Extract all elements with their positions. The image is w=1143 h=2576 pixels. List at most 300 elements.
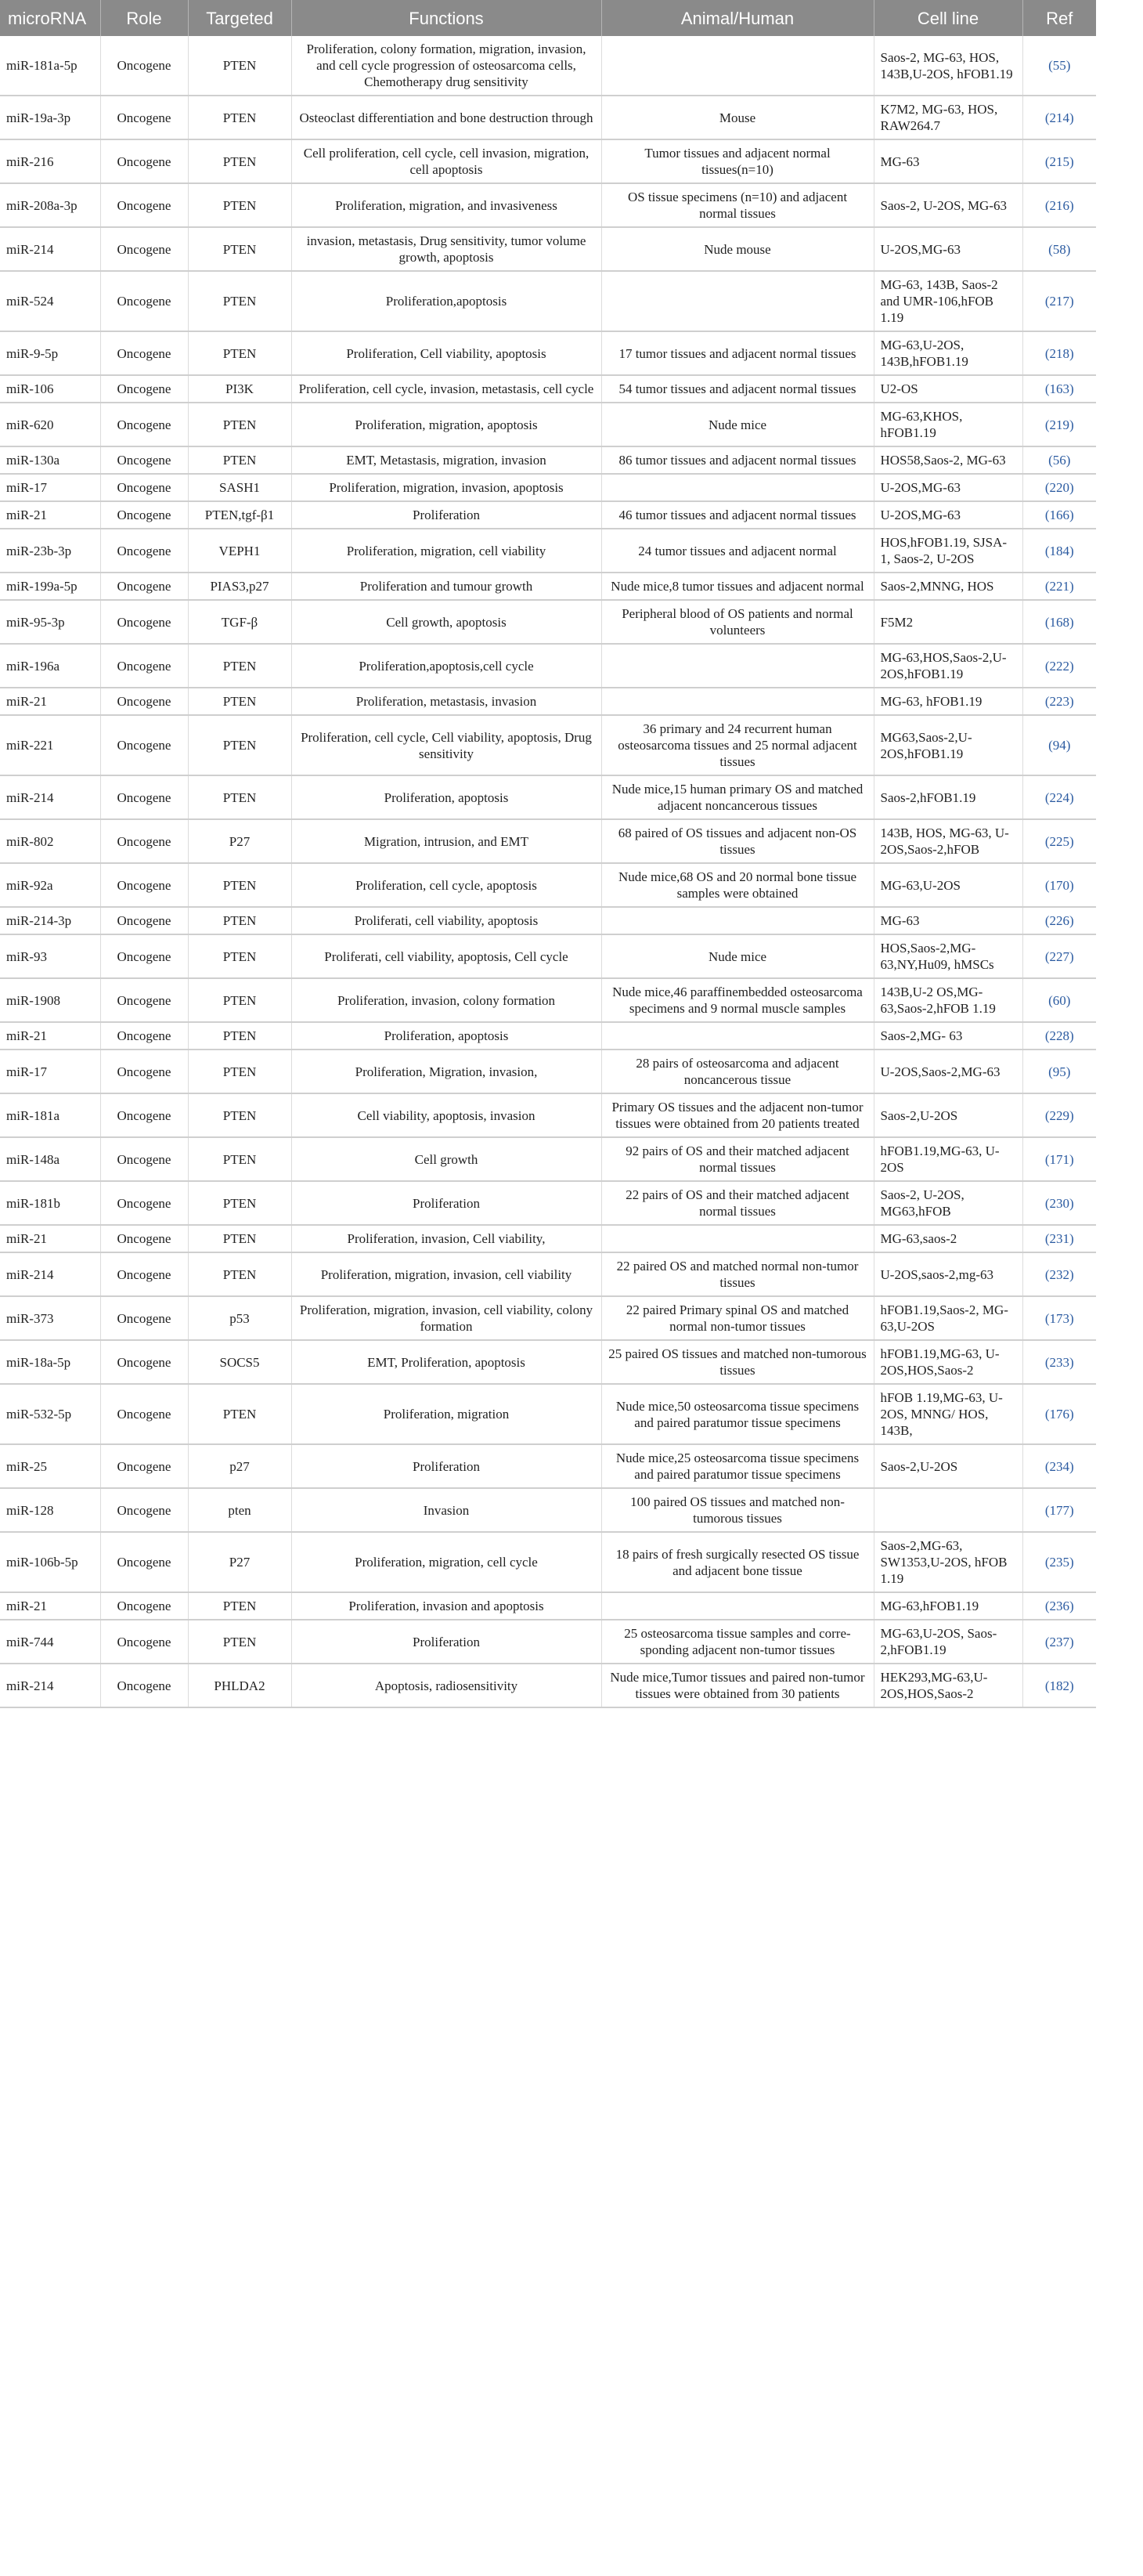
cell-targeted: PTEN — [188, 775, 291, 819]
cell-microrna: miR-23b-3p — [0, 529, 100, 573]
cell-targeted: PTEN — [188, 271, 291, 331]
cell-microrna: miR-19a-3p — [0, 96, 100, 139]
cell-animal-human: 92 pairs of OS and their matched adjacent normal tissues — [601, 1137, 874, 1181]
cell-role: Oncogene — [100, 907, 188, 934]
cell-microrna: miR-148a — [0, 1137, 100, 1181]
cell-targeted: PTEN — [188, 1620, 291, 1664]
cell-role: Oncogene — [100, 271, 188, 331]
cell-microrna: miR-17 — [0, 1050, 100, 1093]
cell-ref-link[interactable]: (216) — [1022, 183, 1096, 227]
table-row — [0, 331, 1096, 375]
cell-targeted: SASH1 — [188, 474, 291, 501]
cell-cell-line: Saos-2, U-2OS, MG-63 — [874, 183, 1022, 227]
cell-ref-link[interactable]: (228) — [1022, 1022, 1096, 1050]
cell-role: Oncogene — [100, 331, 188, 375]
table-row — [0, 403, 1096, 446]
cell-ref-link[interactable]: (231) — [1022, 1225, 1096, 1252]
header-functions: Functions — [291, 0, 601, 36]
cell-role: Oncogene — [100, 688, 188, 715]
cell-role: Oncogene — [100, 1620, 188, 1664]
cell-microrna: miR-214 — [0, 227, 100, 271]
cell-ref-link[interactable]: (214) — [1022, 96, 1096, 139]
cell-cell-line: U-2OS,Saos-2,MG-63 — [874, 1050, 1022, 1093]
cell-cell-line: HOS,hFOB1.19, SJSA-1, Saos-2, U-2OS — [874, 529, 1022, 573]
table-row — [0, 96, 1096, 139]
table-row — [0, 978, 1096, 1022]
cell-ref-link[interactable]: (94) — [1022, 715, 1096, 775]
cell-animal-human: Nude mouse — [601, 227, 874, 271]
table-row — [0, 1488, 1096, 1532]
cell-targeted: PTEN — [188, 331, 291, 375]
cell-functions: Proliferation, cell cycle, apoptosis — [291, 863, 601, 907]
cell-animal-human: 25 osteosarcoma tissue samples and corre-sponding adjacent non-tumor tissues — [601, 1620, 874, 1664]
cell-ref-link[interactable]: (236) — [1022, 1592, 1096, 1620]
table-row — [0, 688, 1096, 715]
cell-cell-line: MG-63,HOS,Saos-2,U-2OS,hFOB1.19 — [874, 644, 1022, 688]
cell-cell-line: MG-63,KHOS, hFOB1.19 — [874, 403, 1022, 446]
cell-microrna: miR-1908 — [0, 978, 100, 1022]
cell-functions: Proliferation, colony formation, migration, invasion, and cell cycle progression of osteosarcoma cells, Chemotherapy drug sensitivity — [291, 36, 601, 96]
cell-microrna: miR-106b-5p — [0, 1532, 100, 1592]
cell-ref-link[interactable]: (184) — [1022, 529, 1096, 573]
cell-microrna: miR-214 — [0, 1664, 100, 1707]
cell-functions: Proliferation, apoptosis — [291, 1022, 601, 1050]
cell-targeted: PTEN,tgf-β1 — [188, 501, 291, 529]
cell-targeted: SOCS5 — [188, 1340, 291, 1384]
cell-microrna: miR-9-5p — [0, 331, 100, 375]
cell-targeted: PTEN — [188, 36, 291, 96]
cell-cell-line: Saos-2,U-2OS — [874, 1093, 1022, 1137]
table-row — [0, 1620, 1096, 1664]
cell-animal-human: 68 paired of OS tissues and adjacent non-OS tissues — [601, 819, 874, 863]
cell-targeted: PTEN — [188, 446, 291, 474]
cell-microrna: miR-130a — [0, 446, 100, 474]
cell-cell-line: MG63,Saos-2,U-2OS,hFOB1.19 — [874, 715, 1022, 775]
table-row — [0, 1093, 1096, 1137]
cell-ref-link[interactable]: (229) — [1022, 1093, 1096, 1137]
cell-microrna: miR-106 — [0, 375, 100, 403]
cell-targeted: PTEN — [188, 1137, 291, 1181]
cell-ref-link[interactable]: (56) — [1022, 446, 1096, 474]
cell-animal-human — [601, 1225, 874, 1252]
cell-functions: Cell viability, apoptosis, invasion — [291, 1093, 601, 1137]
cell-microrna: miR-181a-5p — [0, 36, 100, 96]
cell-functions: Proliferation,apoptosis — [291, 271, 601, 331]
cell-microrna: miR-221 — [0, 715, 100, 775]
header-role: Role — [100, 0, 188, 36]
cell-role: Oncogene — [100, 1252, 188, 1296]
cell-targeted: PTEN — [188, 934, 291, 978]
cell-cell-line: hFOB1.19,Saos-2, MG-63,U-2OS — [874, 1296, 1022, 1340]
cell-functions: Proliferation — [291, 1444, 601, 1488]
cell-cell-line: K7M2, MG-63, HOS, RAW264.7 — [874, 96, 1022, 139]
cell-microrna: miR-21 — [0, 1225, 100, 1252]
table-row — [0, 446, 1096, 474]
cell-cell-line: 143B,U-2 OS,MG-63,Saos-2,hFOB 1.19 — [874, 978, 1022, 1022]
table-row — [0, 1050, 1096, 1093]
cell-cell-line: MG-63,U-2OS, Saos-2,hFOB1.19 — [874, 1620, 1022, 1664]
cell-ref-link[interactable]: (58) — [1022, 227, 1096, 271]
cell-functions: Proliferati, cell viability, apoptosis — [291, 907, 601, 934]
cell-functions: Proliferation, metastasis, invasion — [291, 688, 601, 715]
cell-ref-link[interactable]: (95) — [1022, 1050, 1096, 1093]
table-row — [0, 1532, 1096, 1592]
cell-targeted: PTEN — [188, 227, 291, 271]
cell-animal-human: 22 pairs of OS and their matched adjacent normal tissues — [601, 1181, 874, 1225]
cell-microrna: miR-92a — [0, 863, 100, 907]
cell-targeted: PI3K — [188, 375, 291, 403]
table-row — [0, 644, 1096, 688]
cell-targeted: PIAS3,p27 — [188, 573, 291, 600]
cell-animal-human: OS tissue specimens (n=10) and adjacent normal tissues — [601, 183, 874, 227]
table-row — [0, 775, 1096, 819]
cell-ref-link[interactable]: (170) — [1022, 863, 1096, 907]
table-row — [0, 863, 1096, 907]
cell-ref-link[interactable]: (176) — [1022, 1384, 1096, 1444]
cell-role: Oncogene — [100, 1296, 188, 1340]
cell-microrna: miR-373 — [0, 1296, 100, 1340]
table-row — [0, 573, 1096, 600]
cell-role: Oncogene — [100, 1444, 188, 1488]
cell-functions: Proliferation, migration, invasion, apoptosis — [291, 474, 601, 501]
cell-functions: Proliferation, invasion, Cell viability, — [291, 1225, 601, 1252]
cell-role: Oncogene — [100, 96, 188, 139]
cell-ref-link[interactable]: (163) — [1022, 375, 1096, 403]
cell-microrna: miR-21 — [0, 688, 100, 715]
cell-role: Oncogene — [100, 1225, 188, 1252]
cell-ref-link[interactable]: (227) — [1022, 934, 1096, 978]
cell-role: Oncogene — [100, 715, 188, 775]
cell-animal-human: Primary OS tissues and the adjacent non-tumor tissues were obtained from 20 patients treated — [601, 1093, 874, 1137]
cell-animal-human: Peripheral blood of OS patients and normal volunteers — [601, 600, 874, 644]
cell-microrna: miR-21 — [0, 501, 100, 529]
cell-microrna: miR-216 — [0, 139, 100, 183]
cell-cell-line: 143B, HOS, MG-63, U-2OS,Saos-2,hFOB — [874, 819, 1022, 863]
cell-animal-human: Nude mice,68 OS and 20 normal bone tissue samples were obtained — [601, 863, 874, 907]
cell-functions: Proliferation, Migration, invasion, — [291, 1050, 601, 1093]
cell-ref-link[interactable]: (224) — [1022, 775, 1096, 819]
cell-cell-line: MG-63, hFOB1.19 — [874, 688, 1022, 715]
cell-cell-line: hFOB1.19,MG-63, U-2OS,HOS,Saos-2 — [874, 1340, 1022, 1384]
cell-functions: Proliferation — [291, 1181, 601, 1225]
cell-role: Oncogene — [100, 474, 188, 501]
cell-animal-human: Nude mice,8 tumor tissues and adjacent normal — [601, 573, 874, 600]
cell-animal-human: Nude mice,15 human primary OS and matched adjacent noncancerous tissues — [601, 775, 874, 819]
cell-targeted: PTEN — [188, 1181, 291, 1225]
table-row — [0, 1181, 1096, 1225]
cell-functions: Proliferation, cell cycle, invasion, metastasis, cell cycle — [291, 375, 601, 403]
cell-microrna: miR-25 — [0, 1444, 100, 1488]
table-row — [0, 474, 1096, 501]
cell-animal-human: 54 tumor tissues and adjacent normal tissues — [601, 375, 874, 403]
cell-ref-link[interactable]: (215) — [1022, 139, 1096, 183]
cell-role: Oncogene — [100, 1050, 188, 1093]
cell-ref-link[interactable]: (217) — [1022, 271, 1096, 331]
cell-microrna: miR-128 — [0, 1488, 100, 1532]
cell-functions: Proliferation, migration, cell cycle — [291, 1532, 601, 1592]
cell-role: Oncogene — [100, 375, 188, 403]
cell-animal-human: 22 paired Primary spinal OS and matched normal non-tumor tissues — [601, 1296, 874, 1340]
table-row — [0, 227, 1096, 271]
cell-cell-line: F5M2 — [874, 600, 1022, 644]
cell-animal-human: Nude mice,Tumor tissues and paired non-tumor tissues were obtained from 30 patients — [601, 1664, 874, 1707]
cell-microrna: miR-208a-3p — [0, 183, 100, 227]
cell-ref-link[interactable]: (218) — [1022, 331, 1096, 375]
cell-ref-link[interactable]: (221) — [1022, 573, 1096, 600]
cell-cell-line: Saos-2,U-2OS — [874, 1444, 1022, 1488]
header-ref: Ref — [1022, 0, 1096, 36]
cell-ref-link[interactable]: (177) — [1022, 1488, 1096, 1532]
table-row — [0, 529, 1096, 573]
cell-microrna: miR-95-3p — [0, 600, 100, 644]
cell-microrna: miR-524 — [0, 271, 100, 331]
cell-functions: EMT, Metastasis, migration, invasion — [291, 446, 601, 474]
cell-targeted: PTEN — [188, 1022, 291, 1050]
table-row — [0, 1252, 1096, 1296]
cell-animal-human: Nude mice — [601, 934, 874, 978]
cell-ref-link[interactable]: (182) — [1022, 1664, 1096, 1707]
cell-animal-human: 36 primary and 24 recurrent human osteosarcoma tissues and 25 normal adjacent tissues — [601, 715, 874, 775]
cell-role: Oncogene — [100, 1384, 188, 1444]
cell-cell-line: Saos-2,hFOB1.19 — [874, 775, 1022, 819]
cell-role: Oncogene — [100, 446, 188, 474]
header-row — [0, 0, 1096, 36]
cell-targeted: PTEN — [188, 978, 291, 1022]
cell-cell-line: Saos-2, MG-63, HOS, 143B,U-2OS, hFOB1.19 — [874, 36, 1022, 96]
cell-role: Oncogene — [100, 139, 188, 183]
header-microrna: microRNA — [0, 0, 100, 36]
cell-role: Oncogene — [100, 978, 188, 1022]
cell-animal-human — [601, 907, 874, 934]
cell-role: Oncogene — [100, 227, 188, 271]
cell-animal-human — [601, 36, 874, 96]
cell-targeted: PTEN — [188, 96, 291, 139]
cell-cell-line: U-2OS,MG-63 — [874, 501, 1022, 529]
table-row — [0, 1664, 1096, 1707]
cell-animal-human — [601, 474, 874, 501]
cell-microrna: miR-93 — [0, 934, 100, 978]
cell-role: Oncogene — [100, 501, 188, 529]
cell-ref-link[interactable]: (220) — [1022, 474, 1096, 501]
cell-ref-link[interactable]: (230) — [1022, 1181, 1096, 1225]
cell-ref-link[interactable]: (226) — [1022, 907, 1096, 934]
cell-ref-link[interactable]: (235) — [1022, 1532, 1096, 1592]
cell-functions: Proliferation — [291, 1620, 601, 1664]
cell-animal-human: Mouse — [601, 96, 874, 139]
cell-cell-line: hFOB1.19,MG-63, U-2OS — [874, 1137, 1022, 1181]
cell-role: Oncogene — [100, 775, 188, 819]
cell-animal-human — [601, 644, 874, 688]
cell-animal-human — [601, 1022, 874, 1050]
cell-animal-human: Tumor tissues and adjacent normal tissues(n=10) — [601, 139, 874, 183]
cell-cell-line: hFOB 1.19,MG-63, U-2OS, MNNG/ HOS, 143B, — [874, 1384, 1022, 1444]
cell-ref-link[interactable]: (55) — [1022, 36, 1096, 96]
table-header — [0, 0, 1096, 36]
cell-targeted: VEPH1 — [188, 529, 291, 573]
table-row — [0, 1022, 1096, 1050]
cell-ref-link[interactable]: (223) — [1022, 688, 1096, 715]
cell-animal-human: 86 tumor tissues and adjacent normal tissues — [601, 446, 874, 474]
cell-role: Oncogene — [100, 183, 188, 227]
cell-animal-human: 22 paired OS and matched normal non-tumor tissues — [601, 1252, 874, 1296]
cell-ref-link[interactable]: (171) — [1022, 1137, 1096, 1181]
cell-role: Oncogene — [100, 403, 188, 446]
cell-role: Oncogene — [100, 1181, 188, 1225]
cell-ref-link[interactable]: (237) — [1022, 1620, 1096, 1664]
header-cell-line: Cell line — [874, 0, 1022, 36]
cell-cell-line: Saos-2,MG-63, SW1353,U-2OS, hFOB 1.19 — [874, 1532, 1022, 1592]
cell-microrna: miR-214 — [0, 1252, 100, 1296]
cell-functions: Cell growth, apoptosis — [291, 600, 601, 644]
cell-cell-line: Saos-2,MNNG, HOS — [874, 573, 1022, 600]
cell-role: Oncogene — [100, 573, 188, 600]
cell-microrna: miR-214 — [0, 775, 100, 819]
cell-ref-link[interactable]: (232) — [1022, 1252, 1096, 1296]
cell-targeted: PTEN — [188, 1592, 291, 1620]
cell-role: Oncogene — [100, 600, 188, 644]
cell-cell-line: MG-63,saos-2 — [874, 1225, 1022, 1252]
cell-animal-human: 24 tumor tissues and adjacent normal — [601, 529, 874, 573]
cell-ref-link[interactable]: (234) — [1022, 1444, 1096, 1488]
cell-microrna: miR-744 — [0, 1620, 100, 1664]
cell-ref-link[interactable]: (219) — [1022, 403, 1096, 446]
table-row — [0, 715, 1096, 775]
cell-ref-link[interactable]: (168) — [1022, 600, 1096, 644]
cell-ref-link[interactable]: (222) — [1022, 644, 1096, 688]
cell-targeted: TGF-β — [188, 600, 291, 644]
cell-functions: Proliferation, migration, invasion, cell viability, colony formation — [291, 1296, 601, 1340]
table-row — [0, 139, 1096, 183]
cell-microrna: miR-21 — [0, 1592, 100, 1620]
cell-targeted: PTEN — [188, 403, 291, 446]
cell-animal-human: 28 pairs of osteosarcoma and adjacent noncancerous tissue — [601, 1050, 874, 1093]
cell-cell-line — [874, 1488, 1022, 1532]
cell-animal-human: 100 paired OS tissues and matched non-tumorous tissues — [601, 1488, 874, 1532]
cell-animal-human: Nude mice,50 osteosarcoma tissue specimens and paired paratumor tissue specimens — [601, 1384, 874, 1444]
cell-functions: Proliferation and tumour growth — [291, 573, 601, 600]
cell-ref-link[interactable]: (173) — [1022, 1296, 1096, 1340]
cell-role: Oncogene — [100, 644, 188, 688]
cell-role: Oncogene — [100, 1340, 188, 1384]
cell-microrna: miR-620 — [0, 403, 100, 446]
cell-microrna: miR-196a — [0, 644, 100, 688]
cell-targeted: PTEN — [188, 1225, 291, 1252]
cell-functions: EMT, Proliferation, apoptosis — [291, 1340, 601, 1384]
cell-functions: Proliferation, migration, and invasiveness — [291, 183, 601, 227]
cell-role: Oncogene — [100, 529, 188, 573]
cell-functions: Proliferation — [291, 501, 601, 529]
cell-targeted: PTEN — [188, 1093, 291, 1137]
cell-microrna: miR-18a-5p — [0, 1340, 100, 1384]
table-row — [0, 1384, 1096, 1444]
cell-cell-line: U-2OS,saos-2,mg-63 — [874, 1252, 1022, 1296]
table-row — [0, 183, 1096, 227]
cell-functions: Proliferation,apoptosis,cell cycle — [291, 644, 601, 688]
cell-ref-link[interactable]: (225) — [1022, 819, 1096, 863]
cell-functions: Proliferation, migration, apoptosis — [291, 403, 601, 446]
cell-functions: Osteoclast differentiation and bone destruction through — [291, 96, 601, 139]
cell-functions: Proliferation, Cell viability, apoptosis — [291, 331, 601, 375]
table-row — [0, 1137, 1096, 1181]
cell-cell-line: U-2OS,MG-63 — [874, 227, 1022, 271]
cell-functions: Proliferati, cell viability, apoptosis, Cell cycle — [291, 934, 601, 978]
cell-cell-line: MG-63,U-2OS, 143B,hFOB1.19 — [874, 331, 1022, 375]
cell-microrna: miR-802 — [0, 819, 100, 863]
table-row — [0, 1340, 1096, 1384]
cell-targeted: PTEN — [188, 183, 291, 227]
cell-role: Oncogene — [100, 934, 188, 978]
cell-cell-line: MG-63 — [874, 139, 1022, 183]
cell-role: Oncogene — [100, 1093, 188, 1137]
cell-targeted: PTEN — [188, 139, 291, 183]
table-row — [0, 1296, 1096, 1340]
cell-microrna: miR-17 — [0, 474, 100, 501]
cell-targeted: PTEN — [188, 863, 291, 907]
table-row — [0, 271, 1096, 331]
cell-targeted: PTEN — [188, 688, 291, 715]
cell-targeted: PHLDA2 — [188, 1664, 291, 1707]
cell-animal-human: 46 tumor tissues and adjacent normal tissues — [601, 501, 874, 529]
cell-microrna: miR-21 — [0, 1022, 100, 1050]
cell-cell-line: HEK293,MG-63,U-2OS,HOS,Saos-2 — [874, 1664, 1022, 1707]
cell-functions: Proliferation, migration — [291, 1384, 601, 1444]
cell-animal-human: 17 tumor tissues and adjacent normal tissues — [601, 331, 874, 375]
cell-role: Oncogene — [100, 1488, 188, 1532]
cell-targeted: PTEN — [188, 1252, 291, 1296]
cell-cell-line: HOS,Saos-2,MG-63,NY,Hu09, hMSCs — [874, 934, 1022, 978]
table-row — [0, 1225, 1096, 1252]
cell-microrna: miR-214-3p — [0, 907, 100, 934]
cell-functions: Proliferation, invasion, colony formation — [291, 978, 601, 1022]
cell-cell-line: HOS58,Saos-2, MG-63 — [874, 446, 1022, 474]
cell-microrna: miR-532-5p — [0, 1384, 100, 1444]
cell-functions: Cell growth — [291, 1137, 601, 1181]
cell-targeted: PTEN — [188, 907, 291, 934]
cell-ref-link[interactable]: (166) — [1022, 501, 1096, 529]
table-body — [0, 36, 1096, 1707]
table-row — [0, 907, 1096, 934]
cell-targeted: PTEN — [188, 1384, 291, 1444]
cell-ref-link[interactable]: (60) — [1022, 978, 1096, 1022]
cell-microrna: miR-181b — [0, 1181, 100, 1225]
cell-ref-link[interactable]: (233) — [1022, 1340, 1096, 1384]
cell-animal-human — [601, 688, 874, 715]
cell-animal-human: Nude mice,25 osteosarcoma tissue specimens and paired paratumor tissue specimens — [601, 1444, 874, 1488]
cell-functions: Proliferation, cell cycle, Cell viability, apoptosis, Drug sensitivity — [291, 715, 601, 775]
cell-functions: Proliferation, migration, invasion, cell viability — [291, 1252, 601, 1296]
cell-targeted: p27 — [188, 1444, 291, 1488]
cell-role: Oncogene — [100, 819, 188, 863]
cell-microrna: miR-199a-5p — [0, 573, 100, 600]
cell-role: Oncogene — [100, 1664, 188, 1707]
cell-cell-line: U2-OS — [874, 375, 1022, 403]
cell-role: Oncogene — [100, 863, 188, 907]
cell-functions: Proliferation, migration, cell viability — [291, 529, 601, 573]
cell-targeted: PTEN — [188, 715, 291, 775]
cell-functions: Proliferation, invasion and apoptosis — [291, 1592, 601, 1620]
cell-animal-human: 25 paired OS tissues and matched non-tumorous tissues — [601, 1340, 874, 1384]
cell-cell-line: MG-63,hFOB1.19 — [874, 1592, 1022, 1620]
cell-targeted: P27 — [188, 1532, 291, 1592]
cell-animal-human: 18 pairs of fresh surgically resected OS tissue and adjacent bone tissue — [601, 1532, 874, 1592]
header-targeted: Targeted — [188, 0, 291, 36]
table-row — [0, 1444, 1096, 1488]
table-row — [0, 501, 1096, 529]
cell-targeted: P27 — [188, 819, 291, 863]
table-row — [0, 934, 1096, 978]
cell-animal-human: Nude mice — [601, 403, 874, 446]
cell-animal-human: Nude mice,46 paraffinembedded osteosarcoma specimens and 9 normal muscle samples — [601, 978, 874, 1022]
